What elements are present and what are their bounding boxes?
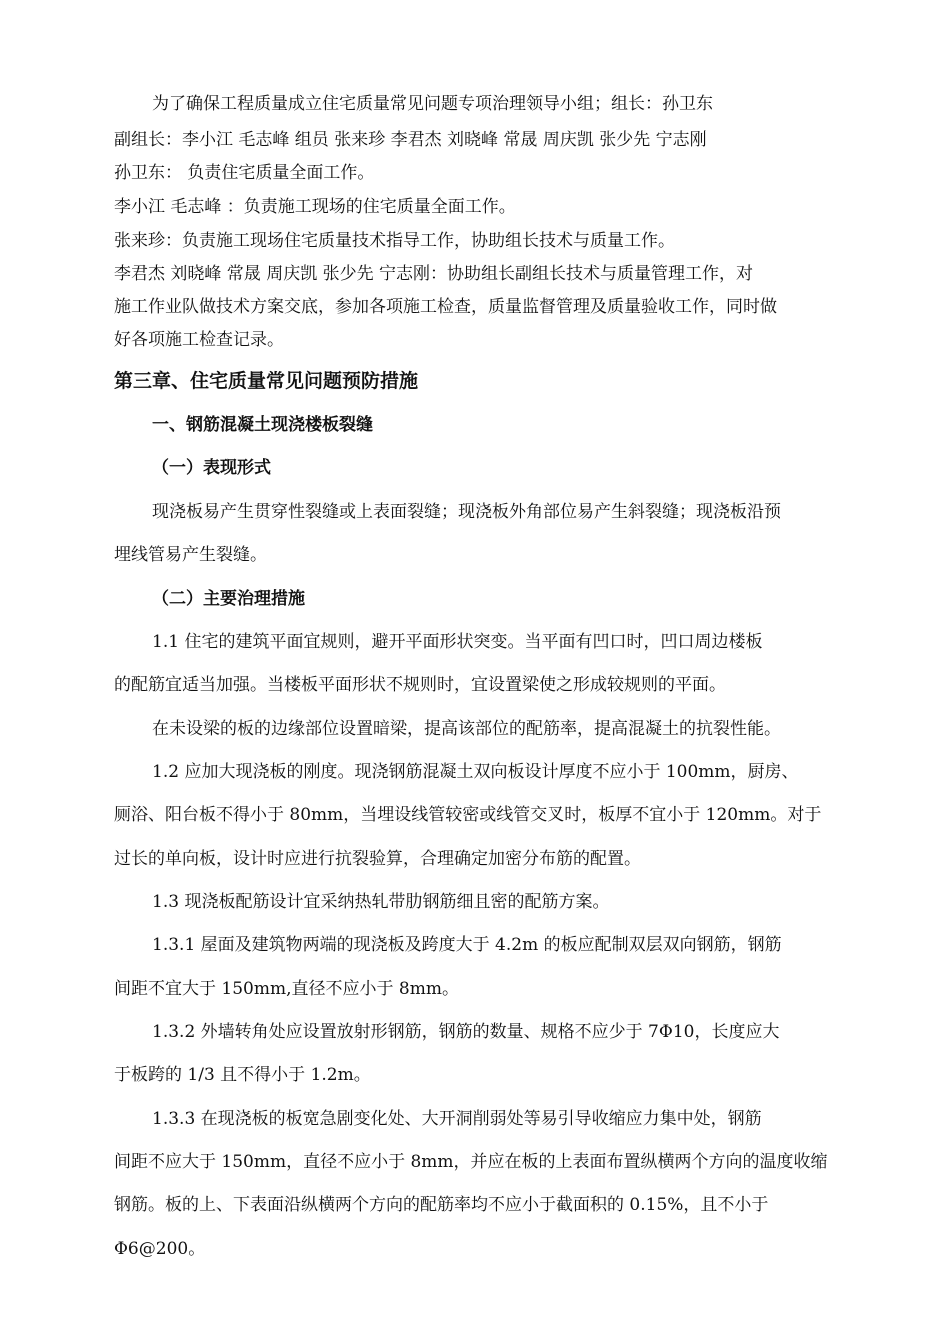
- text-line: 间距不宜大于 150mm,直径不应小于 8mm。: [114, 979, 459, 999]
- text-line: 于板跨的 1/3 且不得小于 1.2m。: [114, 1065, 371, 1085]
- text-line: 埋线管易产生裂缝。: [114, 545, 267, 565]
- text-line: 为了确保工程质量成立住宅质量常见问题专项治理领导小组；组长：孙卫东: [152, 94, 713, 114]
- text-line: 1.3.2 外墙转角处应设置放射形钢筋，钢筋的数量、规格不应少于 7Φ10，长度应大: [152, 1022, 780, 1042]
- text-line: 过长的单向板，设计时应进行抗裂验算，合理确定加密分布筋的配置。: [114, 849, 641, 869]
- text-line: 1.2 应加大现浇板的刚度。现浇钢筋混凝土双向板设计厚度不应小于 100mm，厨房、: [152, 762, 799, 782]
- text-line: 的配筋宜适当加强。当楼板平面形状不规则时，宜设置梁使之形成较规则的平面。: [114, 675, 726, 695]
- section-heading: 一、钢筋混凝土现浇楼板裂缝: [152, 415, 373, 435]
- text-line: 1.1 住宅的建筑平面宜规则，避开平面形状突变。当平面有凹口时，凹口周边楼板: [152, 632, 763, 652]
- chapter-heading: 第三章、住宅质量常见问题预防措施: [114, 370, 419, 392]
- subsection-heading: （一）表现形式: [152, 458, 271, 478]
- text-line: 好各项施工检查记录。: [114, 330, 284, 350]
- text-line: 1.3 现浇板配筋设计宜采纳热轧带肋钢筋细且密的配筋方案。: [152, 892, 610, 912]
- text-line: 在未设梁的板的边缘部位设置暗梁，提高该部位的配筋率，提高混凝土的抗裂性能。: [152, 719, 781, 739]
- text-line: 间距不应大于 150mm，直径不应小于 8mm，并应在板的上表面布置纵横两个方向的温度收缩: [114, 1152, 828, 1172]
- text-line: 李君杰 刘晓峰 常晟 周庆凯 张少先 宁志刚：协助组长副组长技术与质量管理工作，对: [114, 264, 754, 284]
- text-line: 孙卫东： 负责住宅质量全面工作。: [114, 163, 375, 183]
- text-line: 副组长：李小江 毛志峰 组员 张来珍 李君杰 刘晓峰 常晟 周庆凯 张少先 宁志刚: [114, 130, 707, 150]
- text-line: 厕浴、阳台板不得小于 80mm，当埋设线管较密或线管交叉时，板厚不宜小于 120mm。对于: [114, 805, 822, 825]
- text-line: 李小江 毛志峰 ：负责施工现场的住宅质量全面工作。: [114, 197, 516, 217]
- text-line: Φ6@200。: [114, 1239, 206, 1259]
- text-line: 施工作业队做技术方案交底，参加各项施工检查，质量监督管理及质量验收工作，同时做: [114, 297, 777, 317]
- subsection-heading: （二）主要治理措施: [152, 589, 305, 609]
- text-line: 钢筋。板的上、下表面沿纵横两个方向的配筋率均不应小于截面积的 0.15%，且不小于: [114, 1195, 769, 1215]
- text-line: 1.3.3 在现浇板的板宽急剧变化处、大开洞削弱处等易引导收缩应力集中处，钢筋: [152, 1109, 762, 1129]
- text-line: 现浇板易产生贯穿性裂缝或上表面裂缝；现浇板外角部位易产生斜裂缝；现浇板沿预: [152, 502, 781, 522]
- text-line: 张来珍：负责施工现场住宅质量技术指导工作，协助组长技术与质量工作。: [114, 231, 675, 251]
- text-line: 1.3.1 屋面及建筑物两端的现浇板及跨度大于 4.2m 的板应配制双层双向钢筋，钢筋: [152, 935, 782, 955]
